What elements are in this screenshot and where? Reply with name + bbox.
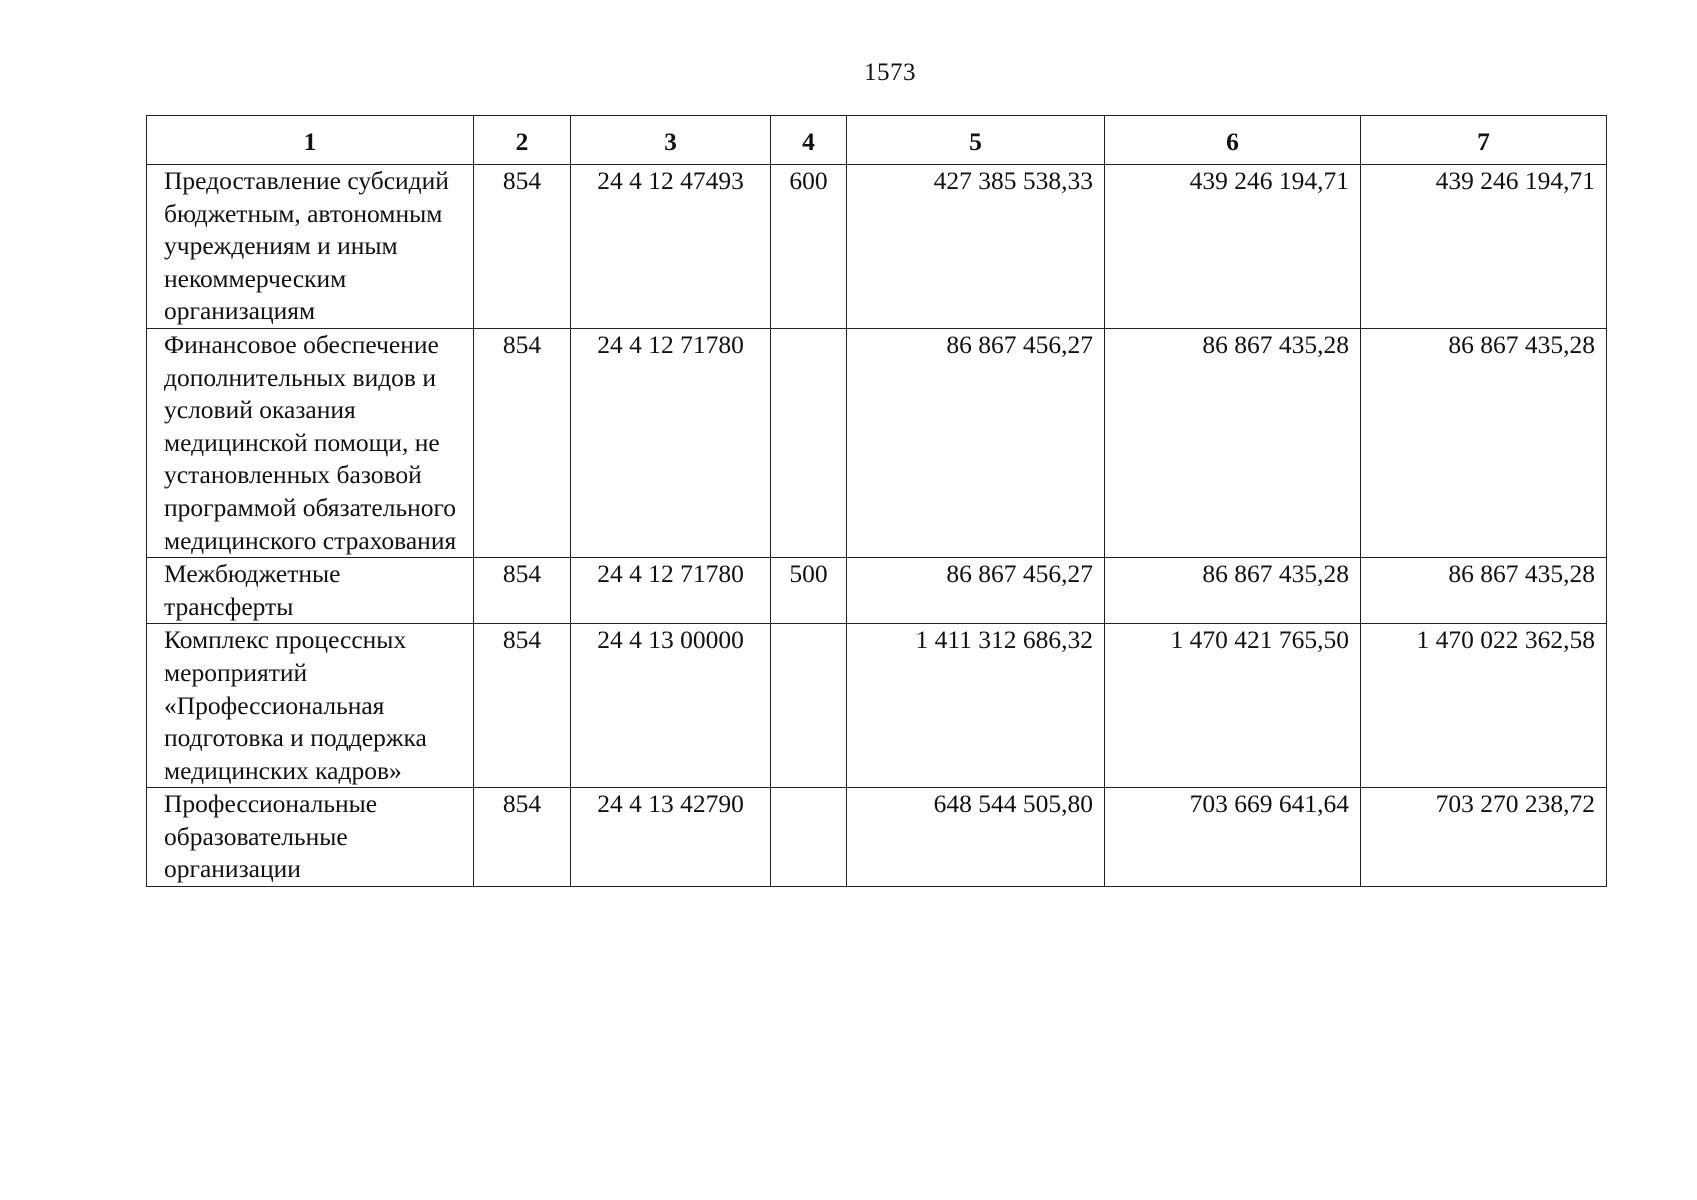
ministry-code-cell: 854 xyxy=(474,165,571,329)
amount-cell: 86 867 456,27 xyxy=(847,328,1105,557)
target-item-cell: 24 4 13 00000 xyxy=(571,624,771,788)
ministry-code-cell: 854 xyxy=(474,788,571,887)
amount-cell: 86 867 435,28 xyxy=(1105,328,1361,557)
ministry-code-cell: 854 xyxy=(474,558,571,624)
row-name-cell: Финансовое обеспечение дополнительных видов и условий оказания медицинской помощи, не установленных базовой программой обязательного медицинского страхования xyxy=(147,328,474,557)
table-header-row xyxy=(147,116,1607,165)
amount-cell: 439 246 194,71 xyxy=(1361,165,1607,329)
target-item-cell: 24 4 12 71780 xyxy=(571,558,771,624)
ministry-code-cell: 854 xyxy=(474,624,571,788)
table-row xyxy=(147,558,1607,624)
column-header: 4 xyxy=(771,116,847,165)
table-row xyxy=(147,165,1607,329)
column-header: 2 xyxy=(474,116,571,165)
row-name-cell: Комплекс процессных мероприятий «Профессиональная подготовка и поддержка медицинских кадров» xyxy=(147,624,474,788)
target-item-cell: 24 4 12 71780 xyxy=(571,328,771,557)
amount-cell: 1 470 421 765,50 xyxy=(1105,624,1361,788)
column-header: 6 xyxy=(1105,116,1361,165)
row-name-cell: Предоставление субсидий бюджетным, автономным учреждениям и иным некоммерческим организациям xyxy=(147,165,474,329)
row-name-cell: Межбюджетные трансферты xyxy=(147,558,474,624)
column-header: 5 xyxy=(847,116,1105,165)
target-item-cell: 24 4 13 42790 xyxy=(571,788,771,887)
expense-type-cell xyxy=(771,328,847,557)
budget-table xyxy=(146,115,1607,887)
amount-cell: 1 470 022 362,58 xyxy=(1361,624,1607,788)
page-number: 1573 xyxy=(864,59,916,86)
ministry-code-cell: 854 xyxy=(474,328,571,557)
amount-cell: 648 544 505,80 xyxy=(847,788,1105,887)
column-header: 3 xyxy=(571,116,771,165)
amount-cell: 1 411 312 686,32 xyxy=(847,624,1105,788)
amount-cell: 86 867 456,27 xyxy=(847,558,1105,624)
expense-type-cell xyxy=(771,624,847,788)
expense-type-cell xyxy=(771,788,847,887)
row-name-cell: Профессиональные образовательные организации xyxy=(147,788,474,887)
amount-cell: 86 867 435,28 xyxy=(1361,558,1607,624)
column-header: 7 xyxy=(1361,116,1607,165)
table-row xyxy=(147,328,1607,557)
target-item-cell: 24 4 12 47493 xyxy=(571,165,771,329)
amount-cell: 427 385 538,33 xyxy=(847,165,1105,329)
amount-cell: 703 669 641,64 xyxy=(1105,788,1361,887)
amount-cell: 86 867 435,28 xyxy=(1105,558,1361,624)
expense-type-cell: 500 xyxy=(771,558,847,624)
amount-cell: 439 246 194,71 xyxy=(1105,165,1361,329)
amount-cell: 703 270 238,72 xyxy=(1361,788,1607,887)
table-row xyxy=(147,624,1607,788)
column-header: 1 xyxy=(147,116,474,165)
expense-type-cell: 600 xyxy=(771,165,847,329)
table-row xyxy=(147,788,1607,887)
amount-cell: 86 867 435,28 xyxy=(1361,328,1607,557)
